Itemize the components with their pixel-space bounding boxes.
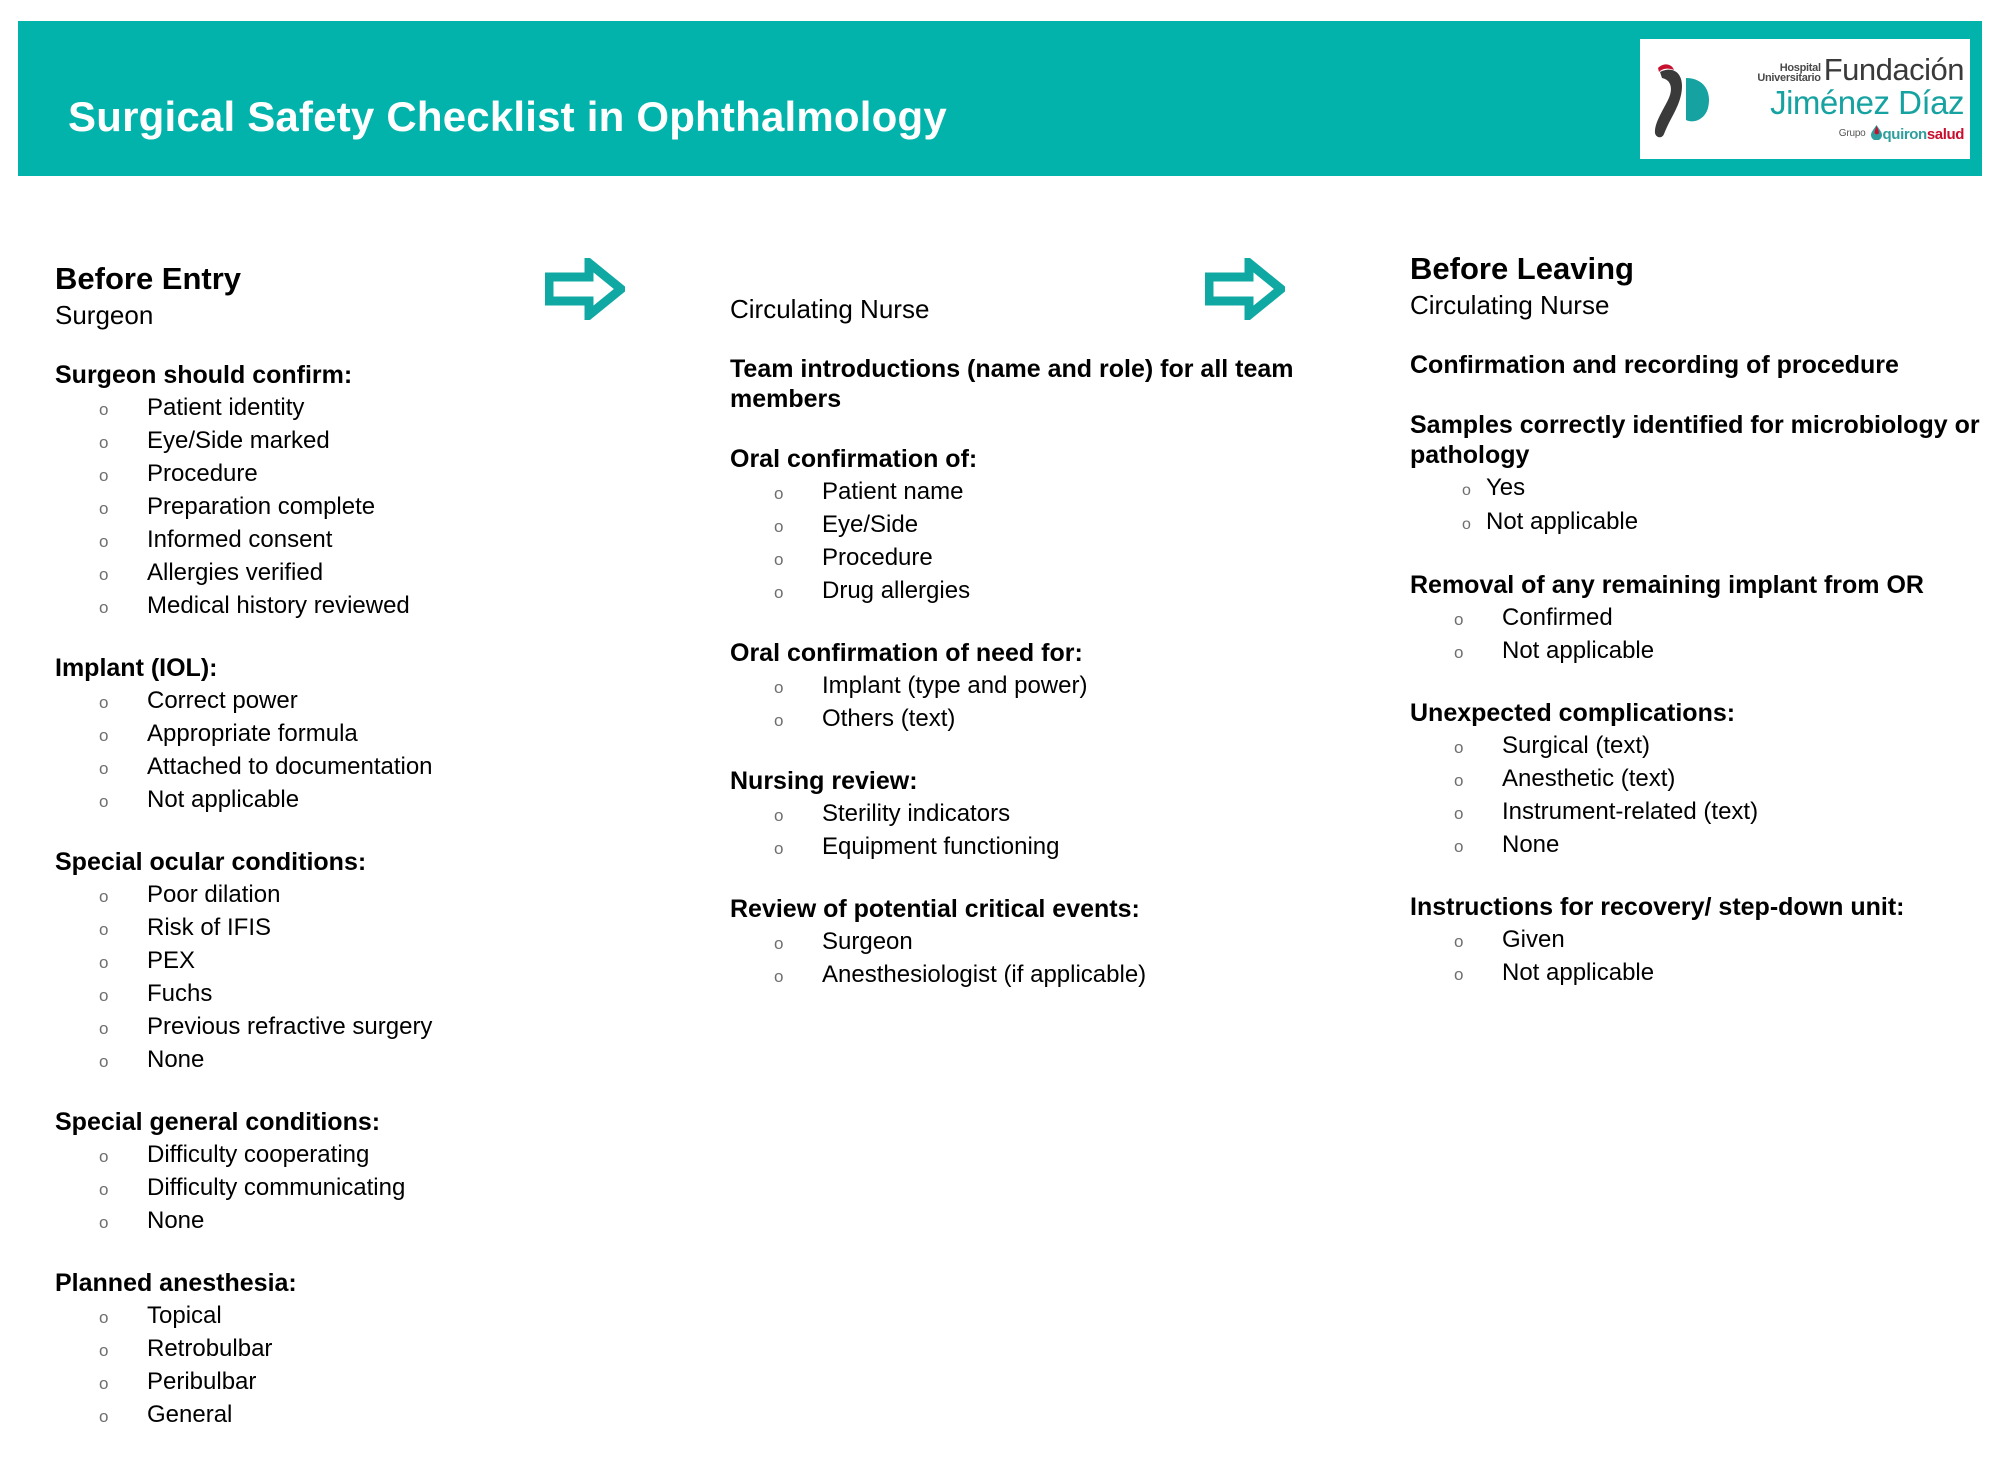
checkbox-circle-icon[interactable]: o	[99, 726, 109, 745]
section-heading: Nursing review:	[730, 767, 918, 795]
checkbox-circle-icon[interactable]: o	[99, 1308, 109, 1327]
checklist-options	[730, 926, 1320, 992]
checklist-item-label: Procedure	[147, 460, 258, 487]
checklist-item-label: Confirmed	[1502, 604, 1613, 631]
checklist-column-time-out	[730, 290, 1320, 992]
checklist-options	[1410, 602, 1980, 668]
checkbox-circle-icon[interactable]: o	[99, 400, 109, 419]
checklist-section-confirmation-and-recording-of-procedure	[1410, 350, 1980, 380]
checkbox-circle-icon[interactable]: o	[99, 598, 109, 617]
checklist-options	[55, 392, 515, 623]
flow-arrow-right-icon	[545, 258, 625, 320]
checkbox-circle-icon[interactable]: o	[774, 517, 784, 536]
checkbox-circle-icon[interactable]: o	[99, 759, 109, 778]
checklist-item-label: Appropriate formula	[147, 720, 358, 747]
checklist-item[interactable]	[1410, 730, 1980, 763]
checklist-item[interactable]	[55, 491, 515, 524]
checklist-section-special-ocular-conditions	[55, 847, 515, 1077]
checklist-item[interactable]	[1410, 635, 1980, 668]
checklist-item[interactable]	[55, 945, 515, 978]
checklist-item[interactable]	[1410, 602, 1980, 635]
checklist-item[interactable]	[55, 1139, 515, 1172]
checklist-item-label: Others (text)	[822, 705, 956, 732]
section-heading: Samples correctly identified for microbiology or pathology	[1410, 411, 1980, 469]
checklist-item-label: Eye/Side	[822, 511, 919, 538]
checklist-item-label: Implant (type and power)	[822, 672, 1088, 699]
checklist-item[interactable]	[730, 476, 1320, 509]
checklist-item[interactable]	[55, 751, 515, 784]
checkbox-circle-icon[interactable]: o	[99, 1019, 109, 1038]
section-heading: Surgeon should confirm:	[55, 361, 353, 389]
section-heading: Review of potential critical events:	[730, 895, 1140, 923]
checklist-item[interactable]	[730, 926, 1320, 959]
column-role: Surgeon	[55, 300, 154, 330]
checklist-item-label: Medical history reviewed	[147, 592, 410, 619]
checklist-item[interactable]	[1410, 796, 1980, 829]
checkbox-circle-icon[interactable]: o	[1462, 482, 1471, 499]
checkbox-circle-icon[interactable]: o	[774, 839, 784, 858]
checklist-item[interactable]	[55, 718, 515, 751]
checklist-item-label: Not applicable	[1486, 508, 1639, 535]
checklist-section-review-of-potential-critical-events	[730, 894, 1320, 992]
checklist-item-label: Topical	[147, 1302, 222, 1329]
checklist-item-label: Anesthesiologist (if applicable)	[822, 961, 1147, 988]
logo-quiron-drop-icon	[1870, 125, 1883, 144]
logo-brand-salud: salud	[1926, 125, 1964, 143]
checkbox-circle-icon[interactable]: o	[1454, 610, 1464, 629]
checklist-section-removal-of-any-remaining-implant-from-or	[1410, 570, 1980, 668]
checkbox-circle-icon[interactable]: o	[774, 934, 784, 953]
checklist-item-label: Previous refractive surgery	[147, 1013, 433, 1040]
checklist-item-label: Sterility indicators	[822, 800, 1011, 827]
checklist-item[interactable]	[55, 590, 515, 623]
checklist-section-nursing-review	[730, 766, 1320, 864]
checkbox-circle-icon[interactable]: o	[99, 499, 109, 518]
section-heading: Confirmation and recording of procedure	[1410, 351, 1899, 379]
checklist-section-special-general-conditions	[55, 1107, 515, 1238]
column-title: Before Leaving	[1410, 251, 1634, 286]
checklist-item-label: Surgical (text)	[1502, 732, 1651, 759]
checkbox-circle-icon[interactable]: o	[99, 953, 109, 972]
checklist-item[interactable]	[55, 784, 515, 817]
logo-university-line: Universitario	[1757, 71, 1821, 84]
section-heading: Team introductions (name and role) for all team members	[730, 355, 1294, 413]
checkbox-circle-icon[interactable]: o	[99, 1052, 109, 1071]
checklist-item-label: Poor dilation	[147, 881, 281, 908]
checklist-item-label: Instrument-related (text)	[1502, 798, 1759, 825]
checklist-item-label: Yes	[1486, 474, 1526, 501]
section-heading: Unexpected complications:	[1410, 699, 1736, 727]
checkbox-circle-icon[interactable]: o	[1462, 516, 1471, 533]
checkbox-circle-icon[interactable]: o	[99, 565, 109, 584]
section-heading: Special ocular conditions:	[55, 848, 367, 876]
section-heading: Implant (IOL):	[55, 654, 218, 682]
logo-fundacion: Fundación	[1823, 51, 1964, 87]
checklist-item-label: None	[147, 1046, 205, 1073]
checklist-options	[1410, 730, 1980, 862]
checklist-item-label: Informed consent	[147, 526, 333, 553]
checkbox-circle-icon[interactable]: o	[99, 1407, 109, 1426]
checklist-item-label: Anesthetic (text)	[1502, 765, 1676, 792]
checkbox-circle-icon[interactable]: o	[1454, 837, 1464, 856]
checkbox-circle-icon[interactable]: o	[99, 1341, 109, 1360]
checklist-section-samples-correctly-identified-for-microbi	[1410, 410, 1980, 540]
checkbox-circle-icon[interactable]: o	[99, 1180, 109, 1199]
checkbox-circle-icon[interactable]: o	[99, 1213, 109, 1232]
checklist-section-implant-iol	[55, 653, 515, 817]
section-heading: Instructions for recovery/ step-down unit:	[1410, 893, 1905, 921]
checklist-item-label: Risk of IFIS	[147, 914, 272, 941]
checkbox-circle-icon[interactable]: o	[774, 484, 784, 503]
checklist-section-oral-confirmation-of	[730, 444, 1320, 608]
checkbox-circle-icon[interactable]: o	[1454, 643, 1464, 662]
checklist-item-label: Not applicable	[1502, 959, 1655, 986]
checklist-column-before-leaving	[1410, 252, 1980, 990]
checklist-item-label: Peribulbar	[147, 1368, 257, 1395]
checklist-item-label: Given	[1502, 926, 1565, 953]
checklist-item[interactable]	[730, 959, 1320, 992]
checkbox-circle-icon[interactable]: o	[99, 887, 109, 906]
checklist-options	[55, 879, 515, 1077]
checkbox-circle-icon[interactable]: o	[1454, 932, 1464, 951]
checklist-item[interactable]	[730, 798, 1320, 831]
section-heading: Special general conditions:	[55, 1108, 381, 1136]
checklist-item-label: None	[147, 1207, 205, 1234]
checkbox-circle-icon[interactable]: o	[99, 792, 109, 811]
checklist-options	[730, 670, 1320, 736]
checklist-item[interactable]	[1410, 957, 1980, 990]
checklist-item[interactable]	[55, 1333, 515, 1366]
checklist-item[interactable]	[730, 831, 1320, 864]
checklist-item[interactable]	[55, 1172, 515, 1205]
checklist-item-label: Equipment functioning	[822, 833, 1060, 860]
checkbox-circle-icon[interactable]: o	[99, 1374, 109, 1393]
column-title: Before Entry	[55, 261, 242, 296]
checklist-item-label: Procedure	[822, 544, 933, 571]
header-banner	[18, 21, 1982, 176]
checklist-item[interactable]	[1410, 506, 1980, 540]
checklist-item[interactable]	[55, 879, 515, 912]
checkbox-circle-icon[interactable]: o	[774, 583, 784, 602]
checklist-item[interactable]	[55, 1399, 515, 1432]
checklist-section-instructions-for-recovery-step-down-unit	[1410, 892, 1980, 990]
checkbox-circle-icon[interactable]: o	[99, 693, 109, 712]
checkbox-circle-icon[interactable]: o	[99, 532, 109, 551]
checklist-item[interactable]	[55, 1011, 515, 1044]
checklist-section-planned-anesthesia	[55, 1268, 515, 1432]
checklist-options	[730, 798, 1320, 864]
checklist-item[interactable]	[55, 1366, 515, 1399]
checklist-options	[1410, 924, 1980, 990]
checklist-item[interactable]	[55, 524, 515, 557]
checklist-item-label: Drug allergies	[822, 577, 971, 604]
logo-mark-icon	[1650, 56, 1716, 142]
checkbox-circle-icon[interactable]: o	[99, 466, 109, 485]
checklist-item[interactable]	[730, 670, 1320, 703]
checklist-item[interactable]	[55, 912, 515, 945]
checklist-section-oral-confirmation-of-need-for	[730, 638, 1320, 736]
checklist-section-team-introductions-name-and-role-for-all	[730, 354, 1320, 414]
checklist-item[interactable]	[55, 1044, 515, 1077]
checklist-item[interactable]	[55, 978, 515, 1011]
checklist-item[interactable]	[730, 575, 1320, 608]
checklist-item[interactable]	[55, 392, 515, 425]
checklist-item[interactable]	[730, 509, 1320, 542]
checklist-item[interactable]	[55, 425, 515, 458]
checklist-item-label: PEX	[147, 947, 196, 974]
checklist-item-label: Patient identity	[147, 394, 305, 421]
checklist-item[interactable]	[55, 557, 515, 590]
checkbox-circle-icon[interactable]: o	[99, 433, 109, 452]
checklist-item-label: Patient name	[822, 478, 964, 505]
checklist-item[interactable]	[1410, 829, 1980, 862]
section-heading: Removal of any remaining implant from OR	[1410, 571, 1924, 599]
checklist-section-surgeon-should-confirm	[55, 360, 515, 623]
checkbox-circle-icon[interactable]: o	[1454, 771, 1464, 790]
checklist-item[interactable]	[730, 703, 1320, 736]
checklist-item-label: Not applicable	[147, 786, 300, 813]
checklist-item[interactable]	[55, 1300, 515, 1333]
checklist-column-before-entry	[55, 262, 515, 1432]
checklist-item-label: Correct power	[147, 687, 298, 714]
section-heading: Oral confirmation of:	[730, 445, 978, 473]
checklist-options	[55, 1300, 515, 1432]
checkbox-circle-icon[interactable]: o	[1454, 965, 1464, 984]
checklist-options	[1410, 472, 1980, 540]
checklist-item[interactable]	[1410, 924, 1980, 957]
checklist-item-label: General	[147, 1401, 233, 1428]
checkbox-circle-icon[interactable]: o	[774, 550, 784, 569]
checkbox-circle-icon[interactable]: o	[774, 806, 784, 825]
checkbox-circle-icon[interactable]: o	[774, 711, 784, 730]
checklist-item[interactable]	[730, 542, 1320, 575]
checkbox-circle-icon[interactable]: o	[774, 678, 784, 697]
column-role: Circulating Nurse	[730, 294, 930, 324]
page-title: Surgical Safety Checklist in Ophthalmology	[68, 93, 947, 140]
checklist-options	[730, 476, 1320, 608]
checklist-item[interactable]	[1410, 763, 1980, 796]
checklist-section-unexpected-complications	[1410, 698, 1980, 862]
checklist-item-label: Attached to documentation	[147, 753, 433, 780]
checklist-item-label: Allergies verified	[147, 559, 324, 586]
checklist-item[interactable]	[1410, 472, 1980, 506]
checklist-item-label: Difficulty cooperating	[147, 1141, 370, 1168]
checklist-item-label: Eye/Side marked	[147, 427, 330, 454]
checkbox-circle-icon[interactable]: o	[1454, 738, 1464, 757]
checklist-item-label: Fuchs	[147, 980, 213, 1007]
logo-brand-quiron: quiron	[1882, 125, 1927, 143]
section-heading: Oral confirmation of need for:	[730, 639, 1083, 667]
checkbox-circle-icon[interactable]: o	[774, 967, 784, 986]
checkbox-circle-icon[interactable]: o	[1454, 804, 1464, 823]
checkbox-circle-icon[interactable]: o	[99, 1147, 109, 1166]
checklist-options	[55, 1139, 515, 1238]
checklist-item-label: Retrobulbar	[147, 1335, 273, 1362]
logo-jimenez-diaz: Jiménez Díaz	[1770, 83, 1964, 121]
section-heading: Planned anesthesia:	[55, 1269, 297, 1297]
checklist-item-label: Difficulty communicating	[147, 1174, 406, 1201]
logo-hospital-line: Hospital	[1779, 61, 1821, 74]
checkbox-circle-icon[interactable]: o	[99, 986, 109, 1005]
checklist-options	[55, 685, 515, 817]
column-role: Circulating Nurse	[1410, 290, 1610, 320]
checklist-item-label: Preparation complete	[147, 493, 376, 520]
checkbox-circle-icon[interactable]: o	[99, 920, 109, 939]
checklist-item[interactable]	[55, 458, 515, 491]
hospital-logo	[1640, 39, 1970, 159]
logo-grupo-label: Grupo	[1838, 128, 1866, 139]
checklist-item[interactable]	[55, 685, 515, 718]
checklist-item-label: Surgeon	[822, 928, 913, 955]
checklist-item[interactable]	[55, 1205, 515, 1238]
checklist-item-label: None	[1502, 831, 1560, 858]
checklist-item-label: Not applicable	[1502, 637, 1655, 664]
